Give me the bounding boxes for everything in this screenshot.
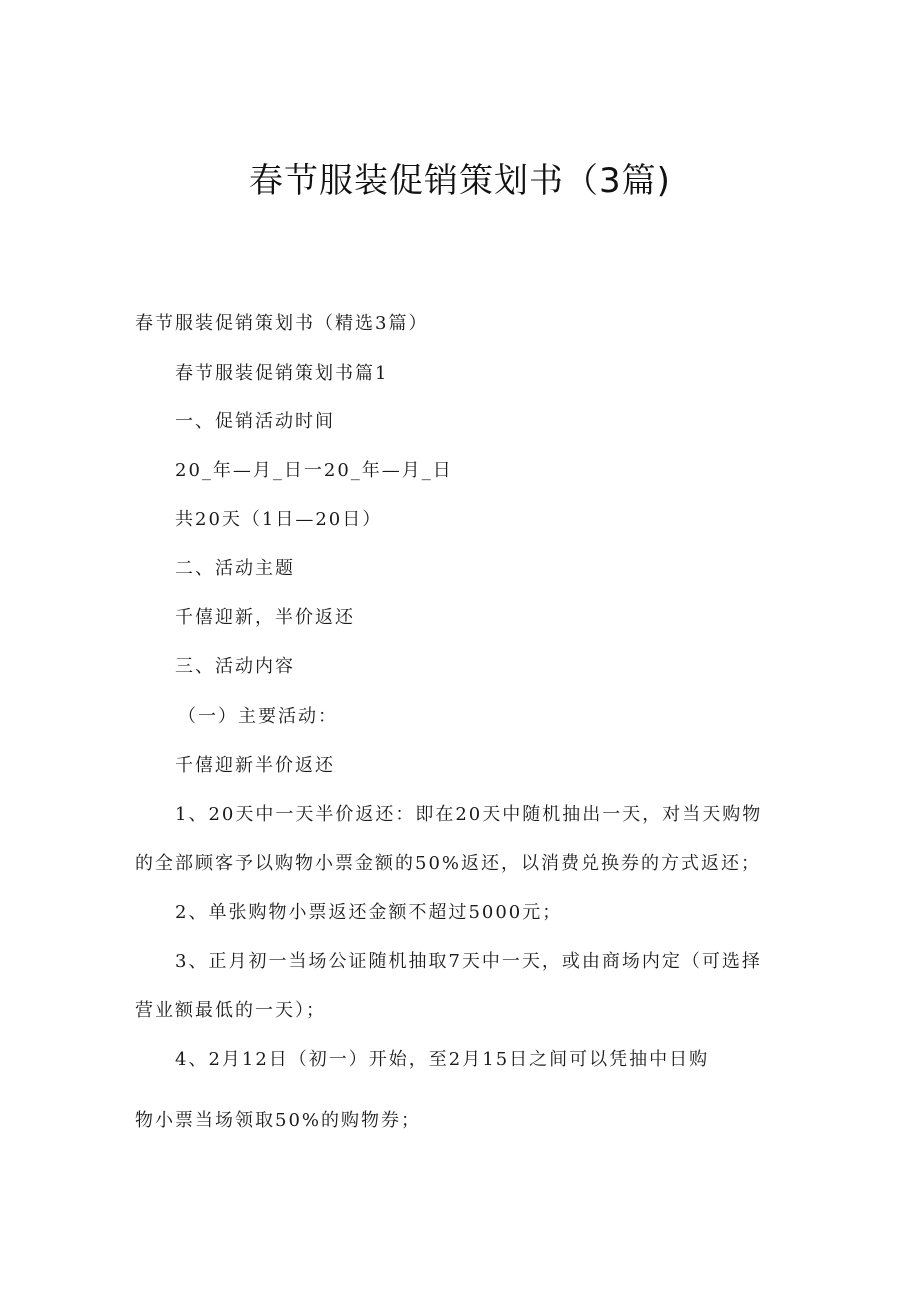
item-3-line-2: 营业额最低的一天）； xyxy=(135,1000,326,1021)
item-1-line-2: 的全部顾客予以购物小票金额的50%返还，以消费兑换券的方式返还； xyxy=(135,853,762,874)
subheading-main-activity: （一）主要活动： xyxy=(178,706,338,727)
item-3-line-1: 3、正月初一当场公证随机抽取7天中一天，或由商场内定（可选择 xyxy=(175,951,762,972)
item-4-line-2: 物小票当场领取50%的购物券； xyxy=(135,1110,422,1131)
item-2-text: 2、单张购物小票返还金额不超过5000元； xyxy=(175,902,563,923)
section-heading: 春节服装促销策划书篇1 xyxy=(175,363,389,384)
date-range-text: 20_年—月_日一20_年—月_日 xyxy=(175,460,453,481)
theme-text: 千僖迎新，半价返还 xyxy=(175,607,355,628)
activity-name-text: 千僖迎新半价返还 xyxy=(175,755,335,776)
item-1-line-1: 1、20天中一天半价返还：即在20天中随机抽出一天，对当天购物 xyxy=(175,804,763,825)
document-title: 春节服装促销策划书（3篇) xyxy=(249,161,671,201)
duration-text: 共20天（1日—20日） xyxy=(175,509,383,530)
heading-activity-theme: 二、活动主题 xyxy=(175,558,295,579)
document-subtitle: 春节服装促销策划书（精选3篇） xyxy=(135,313,429,334)
item-4-line-1: 4、2月12日（初一）开始，至2月15日之间可以凭抽中日购 xyxy=(175,1049,710,1070)
heading-activity-content: 三、活动内容 xyxy=(175,656,295,677)
heading-promotion-time: 一、促销活动时间 xyxy=(175,411,335,432)
